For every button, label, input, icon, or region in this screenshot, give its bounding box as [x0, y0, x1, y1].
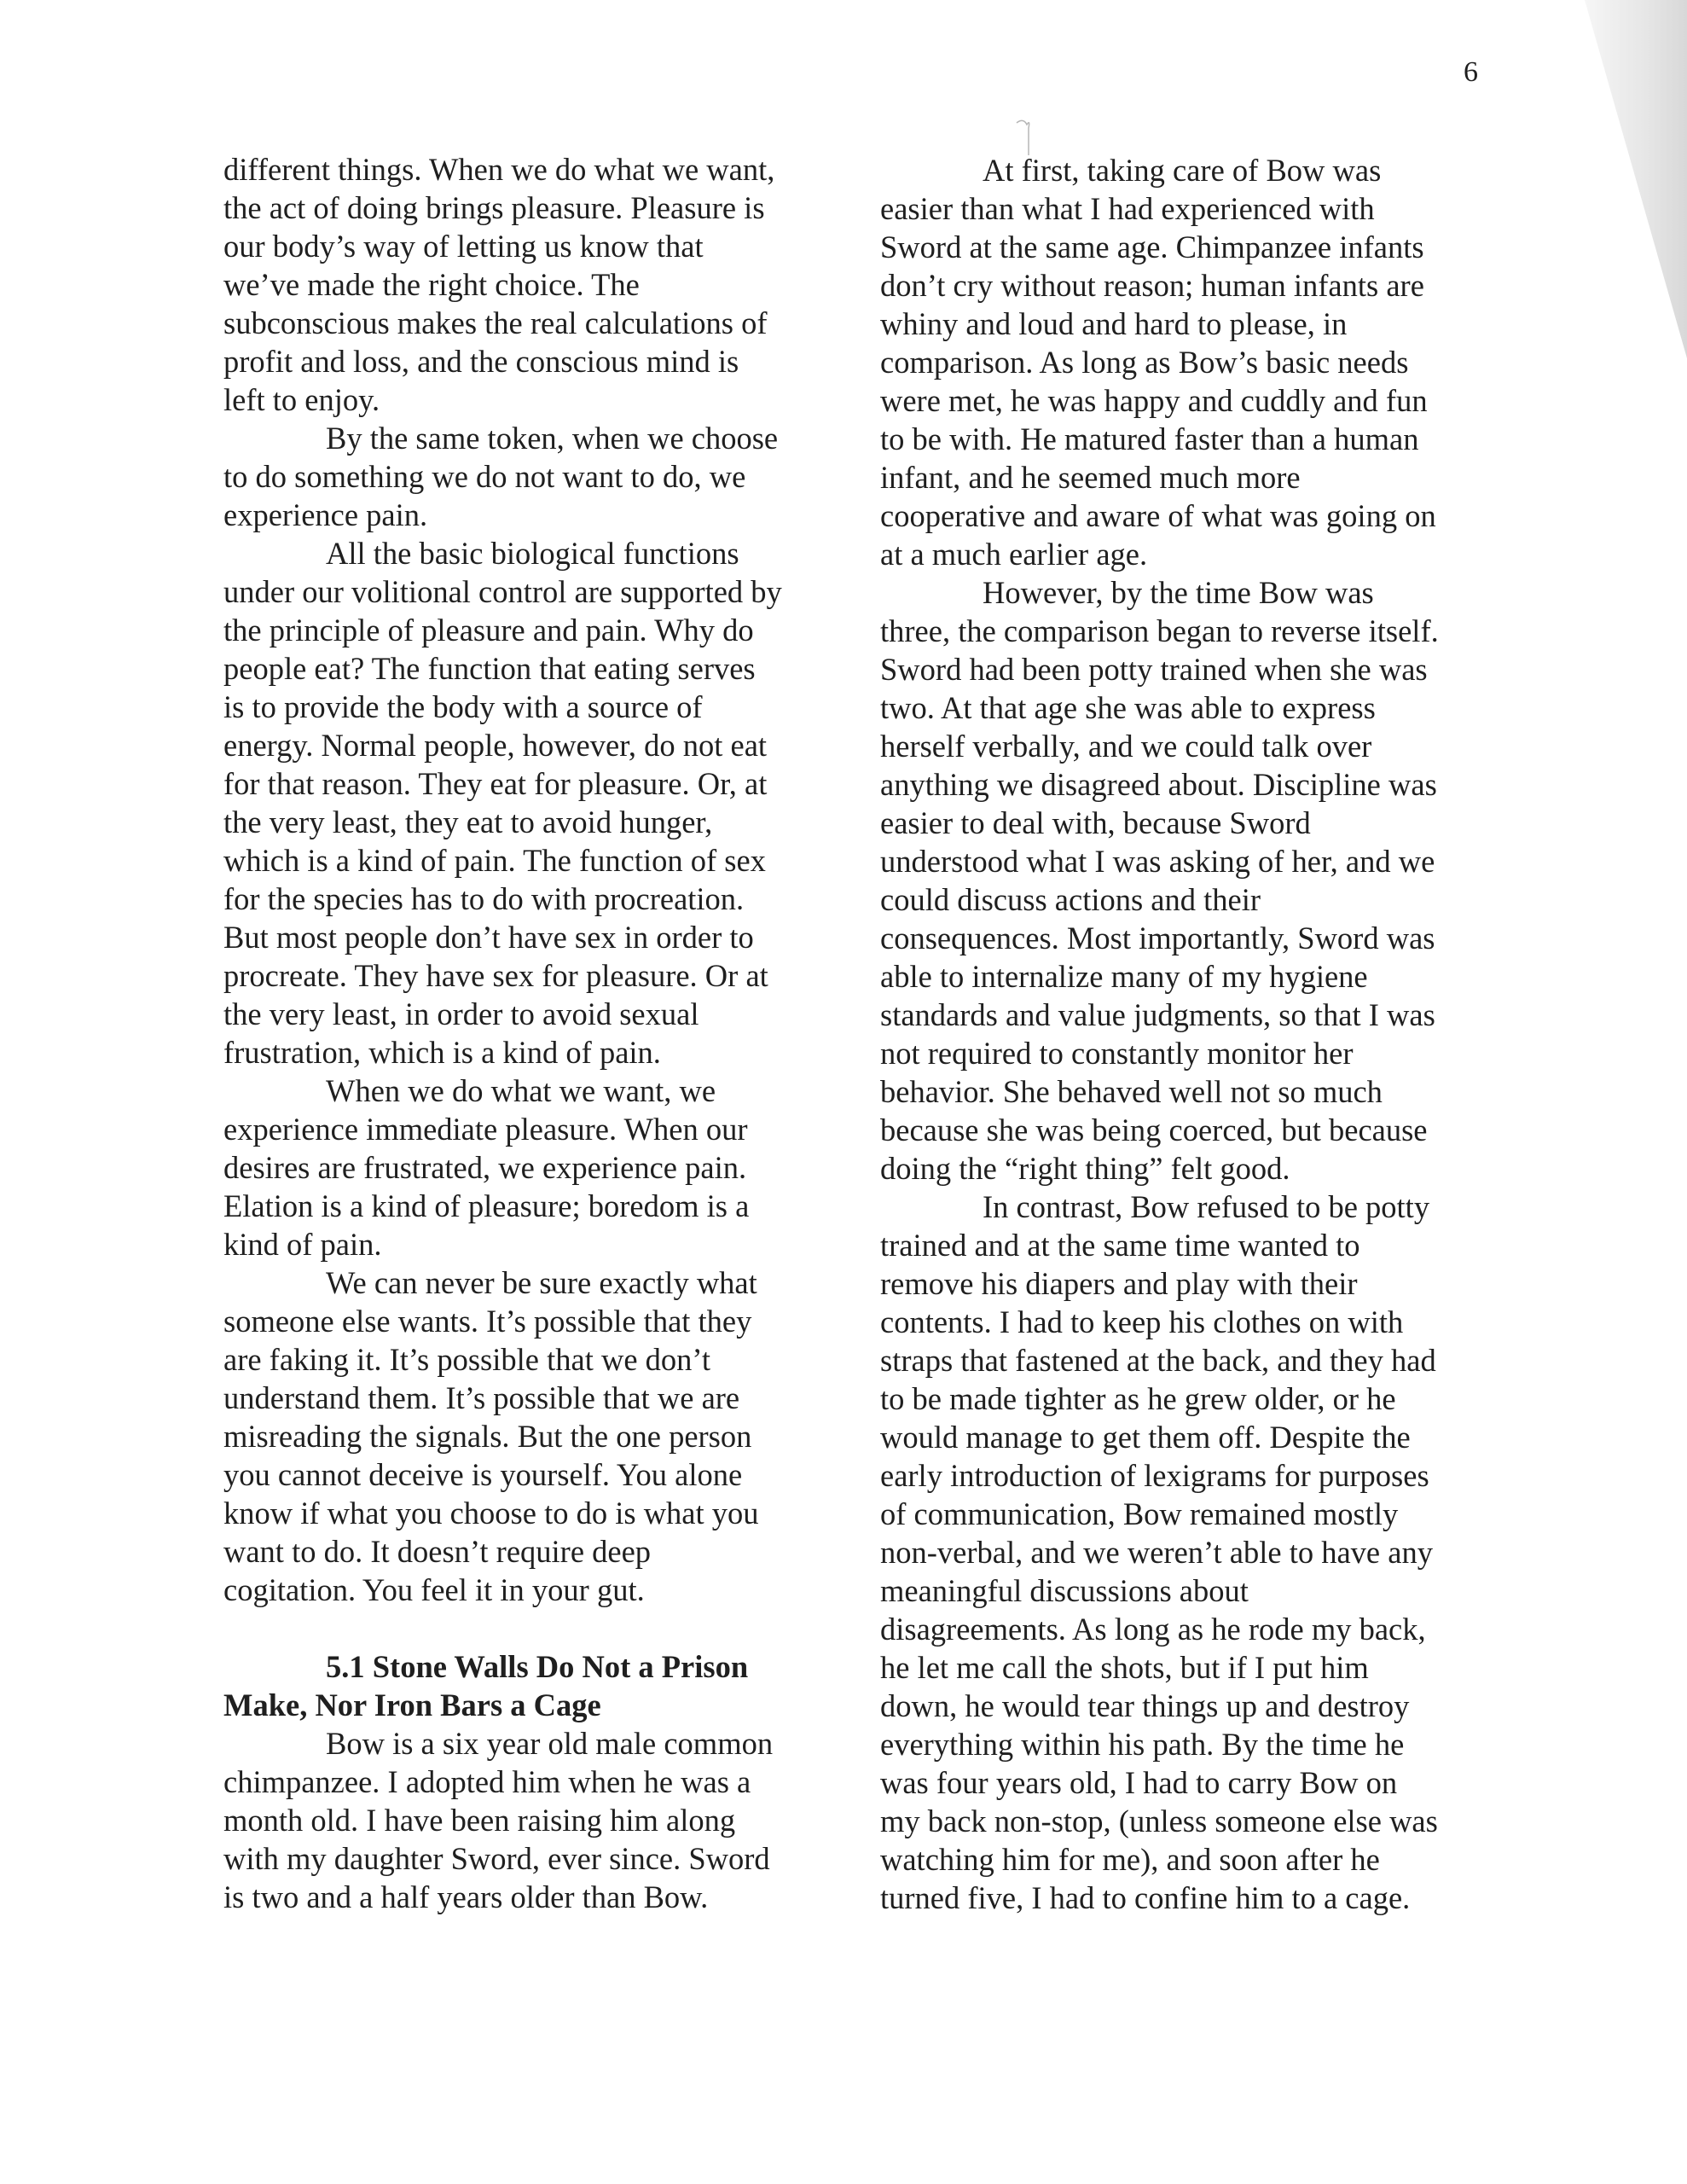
text-line: procreate. They have sex for pleasure. Or at [223, 958, 768, 993]
text-line: trained and at the same time wanted to [880, 1228, 1360, 1263]
text-line: Bow is a six year old male common [326, 1726, 774, 1761]
text-line: energy. Normal people, however, do not eat [223, 728, 768, 763]
text-line: our body’s way of letting us know that [223, 229, 704, 264]
text-line: is two and a half years older than Bow. [223, 1879, 709, 1914]
text-line: contents. I had to keep his clothes on with [880, 1304, 1404, 1339]
text-line: desires are frustrated, we experience pain. [223, 1150, 747, 1185]
text-line: non-verbal, and we weren’t able to have any [880, 1535, 1433, 1570]
text-line: remove his diapers and play with their [880, 1266, 1358, 1301]
text-line: people eat? The function that eating serves [223, 651, 756, 686]
text-line: two. At that age she was able to express [880, 690, 1376, 725]
text-line: standards and value judgments, so that I was [880, 997, 1435, 1032]
text-line: was four years old, I had to carry Bow on [880, 1765, 1398, 1800]
text-line: But most people don’t have sex in order to [223, 920, 754, 955]
text-line: easier to deal with, because Sword [880, 805, 1311, 840]
section-heading-line-2: Make, Nor Iron Bars a Cage [223, 1687, 601, 1722]
text-line: my back non-stop, (unless someone else was [880, 1804, 1438, 1838]
text-line: In contrast, Bow refused to be potty [983, 1189, 1430, 1224]
text-line: are faking it. It’s possible that we don’t [223, 1342, 711, 1377]
right-column-body [880, 151, 1511, 1917]
section-spacer [223, 1609, 855, 1647]
text-line: left to enjoy. [223, 382, 380, 417]
text-line: subconscious makes the real calculations of [223, 305, 768, 340]
text-line: because she was being coerced, but because [880, 1112, 1428, 1147]
text-line: not required to constantly monitor her [880, 1036, 1354, 1071]
section-heading-line-1: 5.1 Stone Walls Do Not a Prison [326, 1649, 749, 1684]
right-column [880, 151, 1511, 1917]
text-line: kind of pain. [223, 1227, 382, 1262]
text-line: to be with. He matured faster than a human [880, 421, 1419, 456]
text-line: Sword at the same age. Chimpanzee infants [880, 229, 1424, 264]
text-line: By the same token, when we choose [326, 421, 779, 456]
text-line: profit and loss, and the conscious mind is [223, 344, 739, 379]
section-body [223, 1724, 855, 1916]
text-line: three, the comparison began to reverse itself. [880, 613, 1439, 648]
text-line: anything we disagreed about. Discipline was [880, 767, 1437, 802]
text-line: understood what I was asking of her, and we [880, 844, 1435, 879]
text-line: under our volitional control are supported by [223, 574, 782, 609]
left-column [223, 150, 855, 1916]
text-line: easier than what I had experienced with [880, 191, 1375, 226]
text-line: straps that fastened at the back, and they had [880, 1343, 1436, 1378]
text-line: for that reason. They eat for pleasure. Or, at [223, 766, 768, 801]
text-line: we’ve made the right choice. The [223, 267, 640, 302]
text-line: would manage to get them off. Despite the [880, 1420, 1411, 1455]
text-line: frustration, which is a kind of pain. [223, 1035, 661, 1070]
text-line: consequences. Most importantly, Sword was [880, 921, 1435, 956]
text-line: able to internalize many of my hygiene [880, 959, 1368, 994]
text-line: don’t cry without reason; human infants are [880, 268, 1424, 303]
text-line: watching him for me), and soon after he [880, 1842, 1380, 1877]
text-line: experience pain. [223, 497, 428, 532]
text-line: he let me call the shots, but if I put him [880, 1650, 1369, 1685]
text-line: want to do. It doesn’t require deep [223, 1534, 652, 1569]
text-line: However, by the time Bow was [983, 575, 1374, 610]
text-line: which is a kind of pain. The function of sex [223, 843, 766, 878]
text-line: experience immediate pleasure. When our [223, 1112, 748, 1147]
text-line: Elation is a kind of pleasure; boredom is a [223, 1188, 750, 1223]
text-line: of communication, Bow remained mostly [880, 1496, 1399, 1531]
text-line: understand them. It’s possible that we are [223, 1380, 740, 1415]
text-line: Sword had been potty trained when she was [880, 652, 1428, 687]
folded-corner [1585, 0, 1687, 358]
text-line: for the species has to do with procreation. [223, 881, 745, 916]
page-number: 6 [1464, 56, 1478, 88]
text-line: know if what you choose to do is what you [223, 1496, 759, 1531]
text-line: the very least, they eat to avoid hunger, [223, 804, 713, 839]
text-line: turned five, I had to confine him to a cage. [880, 1880, 1411, 1915]
text-line: could discuss actions and their [880, 882, 1261, 917]
text-line: behavior. She behaved well not so much [880, 1074, 1383, 1109]
text-line: herself verbally, and we could talk over [880, 729, 1372, 764]
text-line: month old. I have been raising him along [223, 1803, 736, 1838]
text-line: someone else wants. It’s possible that they [223, 1304, 752, 1339]
text-line: at a much earlier age. [880, 537, 1148, 572]
text-line: cogitation. You feel it in your gut. [223, 1572, 645, 1607]
text-line: down, he would tear things up and destroy [880, 1688, 1410, 1723]
text-line: comparison. As long as Bow’s basic needs [880, 345, 1409, 380]
text-line: We can never be sure exactly what [326, 1265, 757, 1300]
text-line: different things. When we do what we want, [223, 152, 775, 187]
text-line: you cannot deceive is yourself. You alone [223, 1457, 743, 1492]
text-line: At first, taking care of Bow was [983, 153, 1382, 188]
text-line: early introduction of lexigrams for purposes [880, 1458, 1429, 1493]
text-line: the very least, in order to avoid sexual [223, 996, 699, 1031]
text-line: whiny and loud and hard to please, in [880, 306, 1348, 341]
text-line: cooperative and aware of what was going on [880, 498, 1436, 533]
text-line: to do something we do not want to do, we [223, 459, 746, 494]
text-line: All the basic biological functions [326, 536, 739, 571]
text-line: When we do what we want, we [326, 1073, 716, 1108]
text-line: disagreements. As long as he rode my back, [880, 1612, 1426, 1647]
text-line: with my daughter Sword, ever since. Sword [223, 1841, 770, 1876]
text-line: everything within his path. By the time he [880, 1727, 1405, 1762]
text-line: were met, he was happy and cuddly and fun [880, 383, 1428, 418]
text-line: the principle of pleasure and pain. Why do [223, 613, 754, 648]
text-line: chimpanzee. I adopted him when he was a [223, 1764, 751, 1799]
text-line: infant, and he seemed much more [880, 460, 1301, 495]
text-line: misreading the signals. But the one person [223, 1419, 752, 1454]
text-line: the act of doing brings pleasure. Pleasure is [223, 190, 765, 225]
text-line: is to provide the body with a source of [223, 689, 703, 724]
text-line: to be made tighter as he grew older, or he [880, 1381, 1396, 1416]
text-line: doing the “right thing” felt good. [880, 1151, 1290, 1186]
text-line: meaningful discussions about [880, 1573, 1249, 1608]
left-column-body [223, 150, 855, 1609]
